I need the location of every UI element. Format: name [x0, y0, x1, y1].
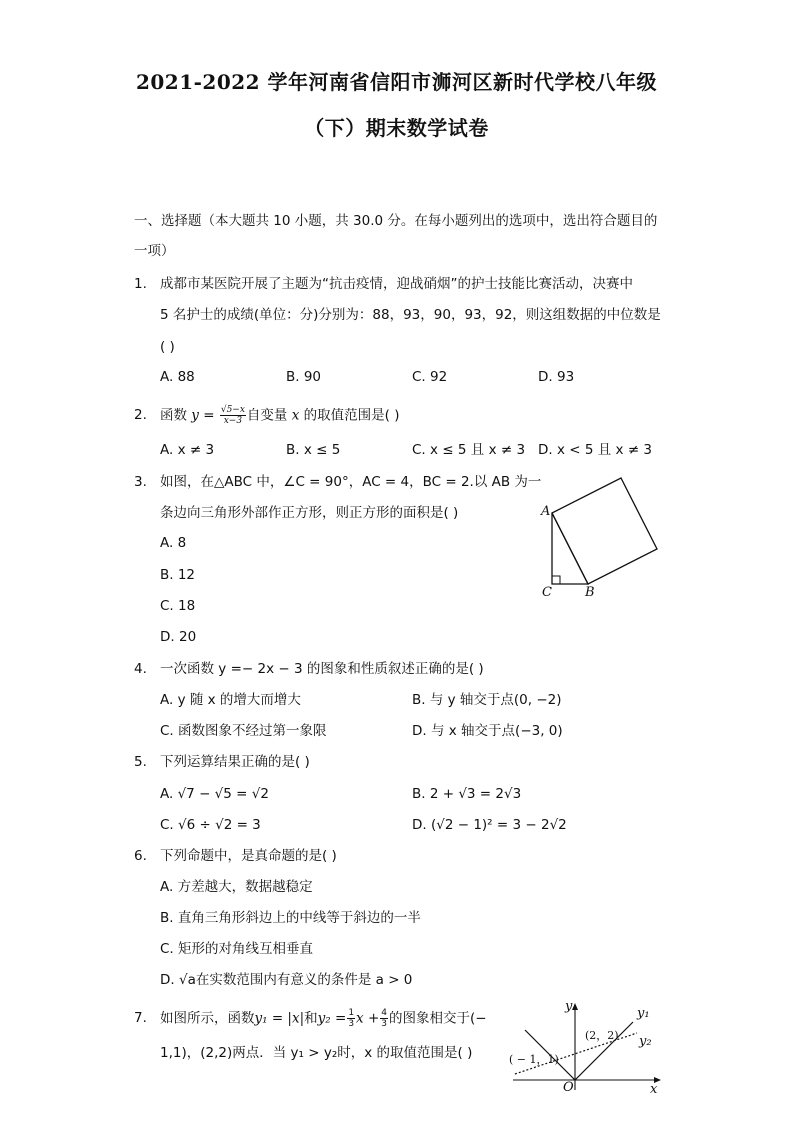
q7-y1-label: y₁	[637, 1006, 650, 1021]
q3-label-c: C	[542, 585, 552, 600]
section-heading-line-1: 一、选择题（本大题共 10 小题，共 30.0 分。在每小题列出的选项中，选出符合题目的	[134, 213, 658, 229]
q7-origin-label: O	[563, 1080, 574, 1095]
q3-square	[552, 478, 657, 584]
q2-option-d: D. x < 5 且 x ≠ 3	[538, 442, 653, 458]
q7-point-1-label: ( − 1，1)	[509, 1053, 559, 1066]
q1-option-a: A. 88	[160, 369, 195, 385]
q5-option-a: A. √7 − √5 = √2	[160, 786, 269, 802]
q5-line-1: 下列运算结果正确的是( )	[160, 754, 310, 770]
q1-line-3: ( )	[160, 339, 175, 355]
q7-y1-expr: y₁ = |x|	[254, 1010, 305, 1027]
q7-fraction-2	[380, 1008, 388, 1029]
q3-option-d: D. 20	[160, 629, 197, 645]
q7-f2-den: 3	[381, 1019, 387, 1029]
q5-option-d: D. (√2 − 1)² = 3 − 2√2	[412, 817, 567, 833]
q6-option-c: C. 矩形的对角线互相垂直	[160, 941, 314, 957]
q7-f2-num: 4	[381, 1008, 387, 1018]
q3-line-1: 如图，在△ABC 中，∠C = 90°，AC = 4，BC = 2.以 AB 为一	[160, 474, 542, 490]
q2-fraction	[220, 405, 246, 426]
q5-number: 5.	[134, 754, 147, 770]
q7-x-label: x	[650, 1082, 658, 1095]
q5-option-c: C. √6 ÷ √2 = 3	[160, 817, 261, 833]
q4-line-1: 一次函数 y =− 2x − 3 的图象和性质叙述正确的是( )	[160, 661, 484, 677]
q2-suffix-2: 的取值范围是( )	[303, 407, 400, 424]
q4-option-c: C. 函数图象不经过第一象限	[160, 723, 327, 739]
q3-option-c: C. 18	[160, 598, 196, 614]
q6-option-d: D. √a在实数范围内有意义的条件是 a > 0	[160, 972, 413, 988]
q2-option-c: C. x ≤ 5 且 x ≠ 3	[412, 442, 526, 458]
q2-suffix-1: 自变量	[246, 407, 288, 424]
q2-eq: =	[198, 407, 219, 424]
q3-line-2: 条边向三角形外部作正方形，则正方形的面积是( )	[160, 505, 459, 521]
title-line-1: 2021-2022 学年河南省信阳市浉河区新时代学校八年级	[135, 70, 658, 94]
q2-frac-den: x−3	[223, 416, 243, 426]
q7-y-label: y	[565, 999, 573, 1014]
q7-y2-expr: y₂ =	[317, 1010, 347, 1027]
q7-mid: x +	[356, 1010, 380, 1027]
q2-option-a: A. x ≠ 3	[160, 442, 215, 458]
q7-point-2-label: (2，2)	[585, 1029, 619, 1042]
q7-fraction-1	[347, 1008, 355, 1029]
q6-line-1: 下列命题中，是真命题的是( )	[160, 848, 337, 864]
q7-line-2: 1,1)，(2,2)两点．当 y₁ > y₂时，x 的取值范围是( )	[160, 1045, 473, 1061]
q4-option-d: D. 与 x 轴交于点(−3, 0)	[412, 723, 563, 739]
q3-option-b: B. 12	[160, 567, 196, 583]
q4-option-a: A. y 随 x 的增大而增大	[160, 692, 301, 708]
q3-figure	[530, 470, 670, 605]
q6-option-b: B. 直角三角形斜边上的中线等于斜边的一半	[160, 910, 421, 926]
q7-f1-den: 3	[348, 1019, 355, 1029]
q5-option-b: B. 2 + √3 = 2√3	[412, 786, 522, 802]
q2-option-b: B. x ≤ 5	[286, 442, 341, 458]
q1-option-b: B. 90	[286, 369, 322, 385]
q1-line-1: 成都市某医院开展了主题为“抗击疫情，迎战硝烟”的护士技能比赛活动，决赛中	[160, 276, 633, 292]
title-line-2: （下）期末数学试卷	[304, 116, 489, 140]
q7-number: 7.	[134, 1010, 147, 1026]
q4-option-b: B. 与 y 轴交于点(0, −2)	[412, 692, 562, 708]
q7-y2-label: y₂	[639, 1034, 652, 1049]
q3-triangle	[552, 513, 588, 584]
q7-line-1	[160, 1008, 487, 1029]
q7-text-b: 和	[304, 1010, 318, 1027]
q3-label-a: A	[541, 504, 551, 519]
q4-number: 4.	[134, 661, 147, 677]
q6-number: 6.	[134, 848, 147, 864]
q3-label-b: B	[585, 585, 595, 600]
section-heading-line-2: 一项）	[134, 243, 175, 259]
q1-option-c: C. 92	[412, 369, 448, 385]
q6-option-a: A. 方差越大，数据越稳定	[160, 879, 313, 895]
q3-option-a: A. 8	[160, 535, 187, 551]
q2-line-1	[160, 405, 399, 426]
q7-text-c: 的图象相交于(−	[389, 1010, 487, 1027]
q3-number: 3.	[134, 474, 147, 490]
q7-f1-num: 1	[348, 1008, 355, 1018]
q7-y-arrow	[572, 1003, 578, 1010]
q2-y: y	[191, 407, 199, 424]
q1-option-d: D. 93	[538, 369, 575, 385]
q7-text-a: 如图所示，函数	[160, 1010, 255, 1027]
q2-frac-num: √5−x	[220, 405, 245, 415]
q1-number: 1.	[134, 276, 147, 292]
q3-right-angle-mark	[552, 576, 560, 584]
q1-line-2: 5 名护士的成绩(单位：分)分别为：88，93，90，93，92，则这组数据的中位数是	[160, 307, 661, 323]
q2-x: x	[291, 407, 300, 424]
q2-prefix: 函数	[160, 407, 187, 424]
q7-graph	[505, 995, 670, 1095]
q2-number: 2.	[134, 407, 147, 423]
